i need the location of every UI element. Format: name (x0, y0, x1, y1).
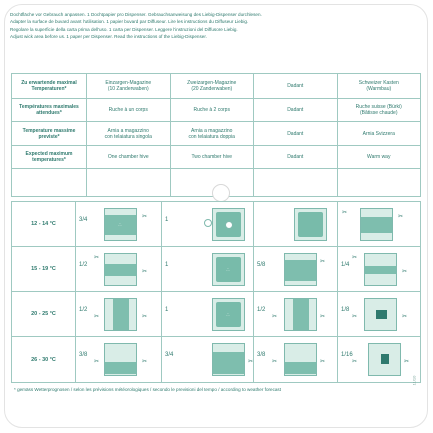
grid-cell (76, 247, 162, 291)
table-cell: Dadant (254, 122, 338, 146)
fraction-label: 3/4 (165, 352, 174, 358)
wick-fill (113, 299, 129, 330)
scissors-icon: ✂ (142, 214, 148, 220)
wick-diagram (212, 298, 245, 331)
scissors-icon: ✂ (342, 210, 348, 216)
wick-diagram (364, 253, 397, 286)
wick-diagram (104, 298, 137, 331)
table-row (12, 99, 421, 122)
wick-size-grid (11, 201, 421, 383)
grid-cell (162, 337, 254, 382)
scissors-icon: ✂ (248, 359, 254, 365)
grid-cell (162, 202, 254, 246)
table-cell: Arnia a magazzino con telaiatura doppia (170, 122, 254, 146)
table-cell: Two chamber hive (170, 146, 254, 169)
grid-cell (76, 292, 162, 336)
grid-cell (338, 202, 420, 246)
hive-type-table (11, 73, 421, 197)
wick-fill (105, 264, 136, 276)
table-cell: Ruche suisse (Bürki) (Bâtisse chaude) (337, 99, 421, 122)
wick-fill (285, 260, 316, 281)
grid-row (12, 292, 420, 337)
scissors-icon: ✂ (320, 359, 326, 365)
wick-diagram (368, 343, 401, 376)
print-code: 11/10 (411, 375, 417, 386)
scissors-icon: ✂ (142, 269, 148, 275)
scissors-icon: ✂ (352, 359, 358, 365)
dots-icon: ∴ (226, 311, 231, 318)
scissors-icon: ✂ (352, 314, 358, 320)
fraction-label: 5/8 (257, 262, 266, 268)
scissors-icon: ✂ (142, 314, 148, 320)
grid-cell (254, 202, 338, 246)
wick-diagram (212, 253, 245, 286)
grid-cell (162, 247, 254, 291)
scissors-icon: ✂ (320, 259, 326, 265)
wick-fill (285, 362, 316, 374)
fraction-label: 1 (165, 262, 169, 268)
grid-cell (162, 292, 254, 336)
grid-cell (254, 247, 338, 291)
wick-diagram (360, 208, 393, 241)
row-label: Zu erwartende maximal Temperaturen* (12, 74, 87, 99)
scissors-icon: ✂ (402, 269, 408, 275)
fraction-label: 3/8 (257, 352, 266, 358)
table-cell: Dadant (254, 146, 338, 169)
table-cell: Warm way (337, 146, 421, 169)
scissors-icon: ✂ (272, 314, 278, 320)
table-cell: Schweizer Kasten (Warmbau) (337, 74, 421, 99)
table-row (12, 146, 421, 169)
wick-diagram (294, 208, 327, 241)
table-cell: Einzargen-Magazine (10 Zanderwaben) (87, 74, 171, 99)
row-label: Expected maximum temperatures* (12, 146, 87, 169)
table-cell: Dadant (254, 99, 338, 122)
table-cell: Ruche à 2 corps (170, 99, 254, 122)
wick-diagram (284, 298, 317, 331)
fraction-label: 1/2 (79, 262, 88, 268)
grid-cell (338, 337, 420, 382)
row-label (12, 169, 87, 197)
scissors-icon: ✂ (272, 359, 278, 365)
fraction-label: 3/4 (79, 217, 88, 223)
hole-icon (204, 219, 212, 227)
scissors-icon: ✂ (94, 359, 100, 365)
grid-cell (254, 292, 338, 336)
row-label: Temperature massime previste* (12, 122, 87, 146)
table-cell: One chamber hive (87, 146, 171, 169)
dots-icon: ∴ (226, 266, 231, 273)
wick-diagram (104, 343, 137, 376)
scissors-icon: ✂ (94, 255, 100, 261)
grid-row (12, 247, 420, 292)
table-cell: Zweizargen-Magazine (20 Zanderwaben) (170, 74, 254, 99)
temperature-label: 26 - 30 °C (12, 337, 76, 382)
instruction-en: Adjust wick area before us. 1 paper per Dispenser. Read the instructions of the Liebig-Dispenser. (10, 34, 207, 40)
wick-fill (298, 212, 323, 237)
instruction-fr: Adapter la surface de buvard avant l'utilisation. 1 papier buvard par Diffuseur. Lire les instructions du Diffuseur Liebig. (10, 19, 249, 25)
table-cell (337, 169, 421, 197)
instruction-de: Dochtfläche vor Gebrauch anpassen. 1 Dochtpapier pro Dispenser. Gebrauchsanweisung des Liebig-Dispenser durchlesen. (10, 12, 262, 17)
instructions-block (10, 11, 420, 41)
wick-fill (376, 310, 387, 319)
scissors-icon: ✂ (404, 359, 410, 365)
scissors-icon: ✂ (402, 314, 408, 320)
table-row (12, 74, 421, 99)
wick-area-card (4, 4, 428, 428)
row-label: Températures maximales attendues* (12, 99, 87, 122)
footnote: * gemäss Wetterprognosen / selon les prévisions météorologiques / secondo le previsioni del tempo / according to weather forecast (14, 387, 282, 392)
hanging-hole (212, 184, 230, 202)
wick-diagram (212, 208, 245, 241)
wick-fill (365, 266, 396, 274)
wick-fill (361, 217, 392, 233)
fraction-label: 1/4 (341, 262, 350, 268)
wick-fill (213, 352, 244, 374)
table-cell: Ruche à un corps (87, 99, 171, 122)
wick-diagram (284, 253, 317, 286)
fraction-label: 1/8 (341, 307, 350, 313)
wick-diagram (104, 253, 137, 286)
fraction-label: 1 (165, 217, 169, 223)
table-row (12, 122, 421, 146)
wick-fill (381, 354, 389, 364)
grid-cell (254, 337, 338, 382)
scissors-icon: ✂ (352, 255, 358, 261)
temperature-label: 20 - 25 °C (12, 292, 76, 336)
grid-cell (76, 202, 162, 246)
table-cell: Arnia a magazzino con telaiatura singola (87, 122, 171, 146)
wick-diagram (212, 343, 245, 376)
wick-diagram (104, 208, 137, 241)
temperature-label: 15 - 19 °C (12, 247, 76, 291)
table-cell: Dadant (254, 74, 338, 99)
fraction-label: 1/2 (79, 307, 88, 313)
wick-fill (105, 362, 136, 374)
grid-row (12, 202, 420, 247)
fraction-label: 3/8 (79, 352, 88, 358)
scissors-icon: ✂ (94, 314, 100, 320)
fraction-label: 1 (165, 307, 169, 313)
dots-icon: ∴ (118, 221, 123, 228)
table-cell (87, 169, 171, 197)
hole-icon (225, 221, 233, 229)
wick-fill (293, 299, 309, 330)
scissors-icon: ✂ (320, 314, 326, 320)
temperature-label: 12 - 14 °C (12, 202, 76, 246)
wick-diagram (364, 298, 397, 331)
fraction-label: 1/2 (257, 307, 266, 313)
wick-diagram (284, 343, 317, 376)
grid-cell (338, 247, 420, 291)
grid-cell (76, 337, 162, 382)
table-cell: Arnia Svizzera (337, 122, 421, 146)
table-cell (254, 169, 338, 197)
instruction-it: Regolare la superficie della carta prima dell'uso. 1 carta per Dispenser. Leggere l'instruzioni del Diffusore Liebig. (10, 26, 238, 32)
scissors-icon: ✂ (398, 214, 404, 220)
grid-cell (338, 292, 420, 336)
scissors-icon: ✂ (142, 359, 148, 365)
grid-row (12, 337, 420, 382)
fraction-label: 1/16 (341, 352, 353, 358)
